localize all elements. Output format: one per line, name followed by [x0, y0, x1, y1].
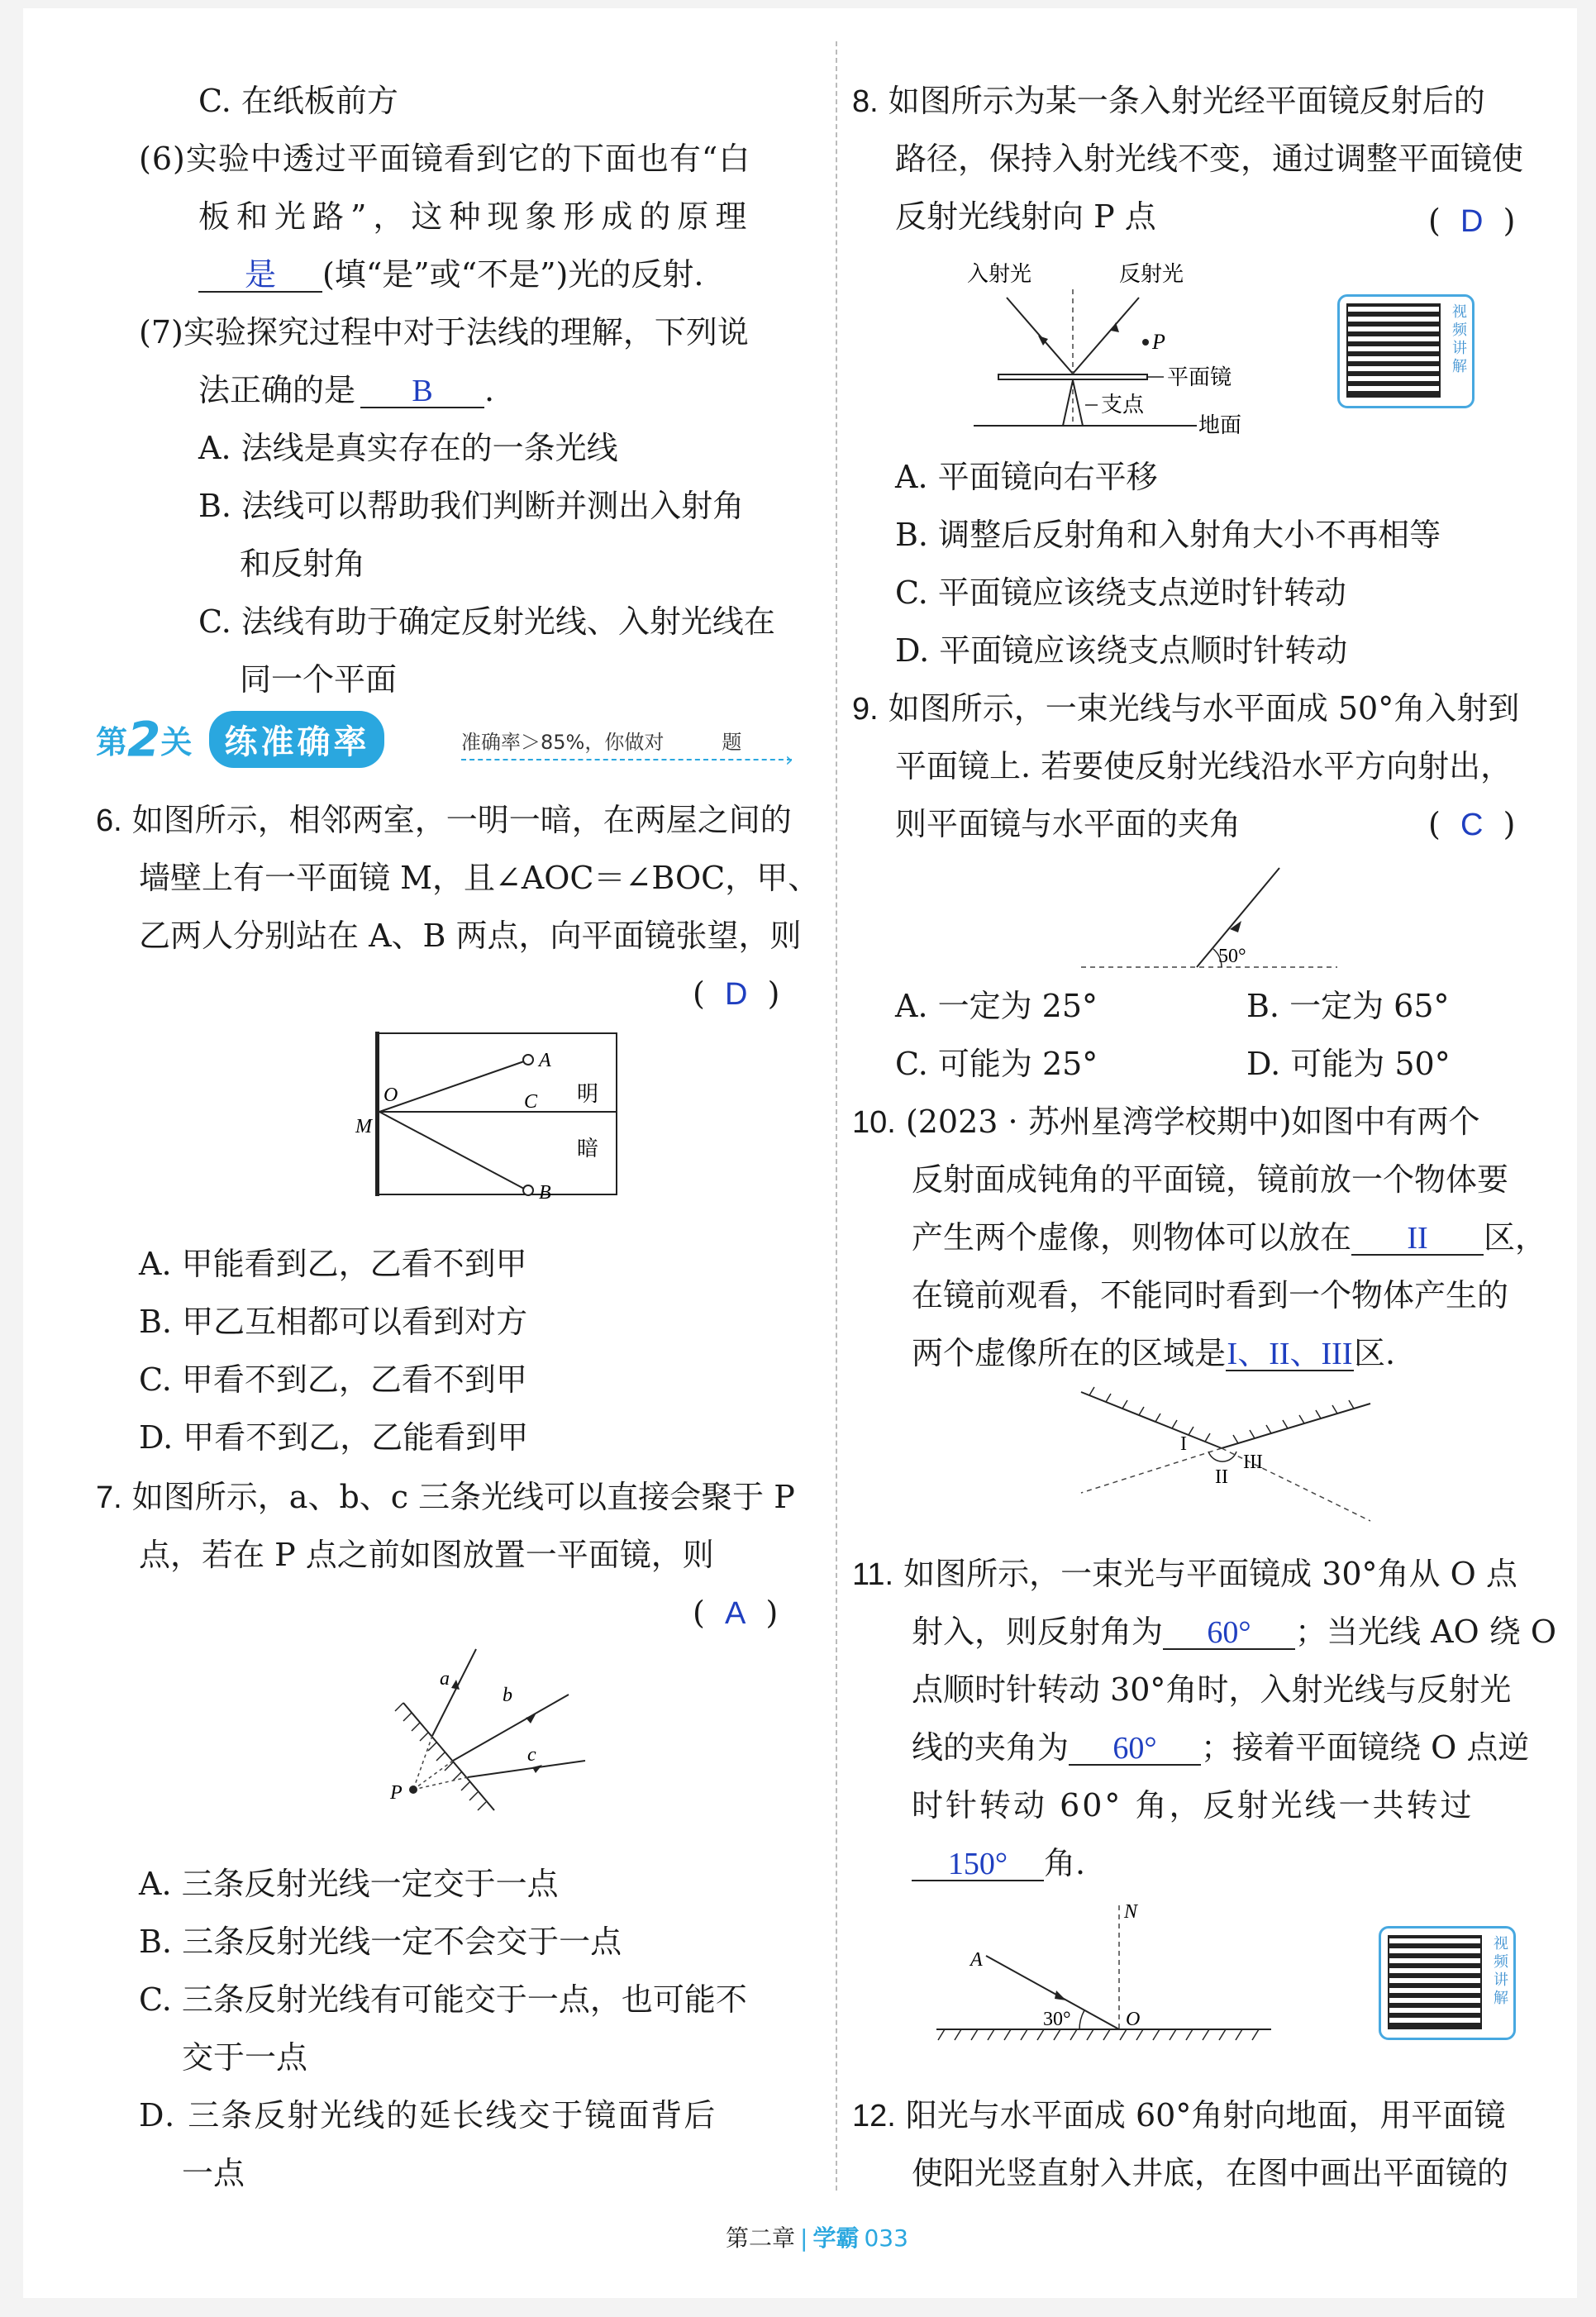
q10-line1-wrap: [852, 1106, 1480, 1138]
qr-code-icon: [1389, 1937, 1480, 2028]
q11-label-n: N: [1124, 1901, 1138, 1923]
banner-note-end: 题: [722, 731, 742, 754]
q5-7-answer: B: [360, 375, 484, 408]
q7-opt-a: A. 三条反射光线一定交于一点: [139, 1866, 559, 1902]
q11-answer2: 60°: [1069, 1733, 1201, 1766]
banner-number: 2: [127, 711, 161, 768]
q11-answer3: 150°: [912, 1848, 1044, 1881]
q7-opt-c2: 交于一点: [182, 2039, 308, 2076]
q5-option-c: C. 在纸板前方: [198, 83, 398, 119]
q9-answer: C: [1460, 808, 1484, 842]
banner-suffix: 关: [160, 724, 193, 760]
q10-line3: 产生两个虚像，则物体可以放在: [912, 1219, 1352, 1256]
q5-6-line3: (填“是”或“不是”)光的反射.: [322, 256, 704, 293]
q9-number: 9.: [852, 692, 879, 727]
q5-7-opt-b1: B. 法线可以帮助我们判断并测出入射角: [198, 488, 745, 524]
q8-opt-d: D. 平面镜应该绕支点顺时针转动: [895, 632, 1348, 669]
q10-figure: [1073, 1380, 1387, 1538]
q8-number: 8.: [852, 84, 879, 119]
q6-label-dark: 暗: [577, 1137, 599, 1161]
q7-label-c: c: [527, 1744, 536, 1766]
q10-label-iii: III: [1243, 1452, 1263, 1473]
q6-opt-b: B. 甲乙互相都可以看到对方: [139, 1304, 528, 1340]
q11-answer1: 60°: [1163, 1617, 1295, 1650]
q7-line1: 如图所示，a、b、c 三条光线可以直接会聚于 P: [131, 1479, 795, 1515]
q11-number: 11.: [852, 1557, 894, 1592]
q6-line1-wrap: [96, 804, 792, 837]
q8-line3: 反射光线射向 P 点: [895, 198, 1156, 235]
q11-figure: [932, 1893, 1279, 2058]
banner-title: 练准确率: [209, 711, 384, 768]
q11-line2: 射入，则反射角为: [912, 1614, 1164, 1650]
q11-line1: 如图所示，一束光与平面镜成 30°角从 O 点: [903, 1556, 1517, 1592]
q8-line2: 路径，保持入射光线不变，通过调整平面镜使: [895, 141, 1524, 177]
q10-line3-end: 区，: [1484, 1219, 1547, 1256]
q7-opt-b: B. 三条反射光线一定不会交于一点: [139, 1924, 622, 1960]
q12-number: 12.: [852, 2099, 896, 2133]
q7-figure: [370, 1645, 618, 1835]
section-banner: [96, 711, 384, 770]
q10-label-ii: II: [1215, 1466, 1228, 1488]
q9-angle-label: 50°: [1218, 946, 1246, 967]
q6-line1: 如图所示，相邻两室，一明一暗，在两屋之间的: [131, 802, 792, 838]
q11-line4: 线的夹角为: [912, 1729, 1070, 1766]
q9-line1: 如图所示，一束光线与水平面成 50°角入射到: [888, 690, 1520, 727]
q11-label-a: A: [970, 1949, 983, 1971]
q11-line2-end: ；当光线 AO 绕 O: [1295, 1614, 1557, 1650]
q5-7-opt-c1: C. 法线有助于确定反射光线、入射光线在: [198, 603, 775, 640]
banner-arrow-icon: ›: [785, 748, 793, 771]
q9-answer-bracket: ( C ): [1428, 806, 1516, 842]
q10-line4: 在镜前观看，不能同时看到一个物体产生的: [912, 1277, 1509, 1313]
q10-line3-wrap: [912, 1219, 1547, 1256]
q12-line2: 使阳光竖直射入井底，在图中画出平面镜的: [912, 2155, 1509, 2191]
q11-line6-end: 角.: [1044, 1845, 1086, 1881]
q6-label-m: M: [355, 1116, 372, 1137]
q8-label-incident: 入射光: [967, 262, 1032, 286]
q11-line6-wrap: [912, 1847, 1085, 1881]
q5-6-answer: 是: [198, 260, 322, 293]
q6-opt-a: A. 甲能看到乙，乙看不到甲: [139, 1246, 527, 1282]
footer-brand: 学霸: [812, 2224, 860, 2252]
q10-answer1: II: [1351, 1223, 1484, 1256]
q5-6-line1: (6)实验中透过平面镜看到它的下面也有“白: [139, 141, 751, 177]
q12-line1: 阳光与水平面成 60°角射向地面，用平面镜: [905, 2097, 1506, 2133]
q7-label-a: a: [440, 1668, 450, 1690]
q8-label-mirror: 平面镜: [1167, 365, 1232, 389]
q7-line1-wrap: [96, 1481, 795, 1514]
q6-answer: D: [724, 977, 748, 1012]
q9-line1-wrap: [852, 690, 1520, 727]
q11-line3: 点顺时针转动 30°角时，入射光线与反射光: [912, 1671, 1512, 1708]
q10-line2: 反射面成钝角的平面镜，镜前放一个物体要: [912, 1161, 1509, 1198]
banner-prefix: 第: [96, 724, 128, 760]
q6-opt-c: C. 甲看不到乙，乙看不到甲: [139, 1361, 527, 1398]
qr-code-icon: [1348, 305, 1439, 396]
page: [23, 8, 1577, 2298]
q8-opt-b: B. 调整后反射角和入射角大小不再相等: [895, 517, 1441, 553]
q10-line5: 两个虚像所在的区域是: [912, 1335, 1227, 1371]
q11-label-o: O: [1126, 2009, 1141, 2030]
q5-6-line2: 板和光路”，这种现象形成的原理: [198, 198, 754, 235]
q9-opt-c: C. 可能为 25°: [895, 1046, 1098, 1082]
q10-line1: (2023 · 苏州星湾学校期中)如图中有两个: [905, 1104, 1480, 1140]
q7-number: 7.: [96, 1480, 122, 1515]
q9-line3: 则平面镜与水平面的夹角: [895, 806, 1241, 842]
q8-opt-a: A. 平面镜向右平移: [895, 459, 1158, 495]
footer: 第二章 | 学霸 033: [726, 2224, 908, 2252]
q7-answer: A: [724, 1596, 746, 1631]
q6-answer-bracket: ( D ): [693, 975, 780, 1012]
q11-qr-label: 视频讲解: [1494, 1935, 1508, 2007]
q6-figure: [329, 1025, 635, 1215]
q7-label-b: b: [503, 1685, 512, 1706]
q10-number: 10.: [852, 1105, 896, 1140]
q7-opt-d1: D. 三条反射光线的延长线交于镜面背后: [139, 2097, 717, 2133]
q8-line1-wrap: [852, 85, 1485, 117]
q5-7-opt-c2: 同一个平面: [240, 661, 398, 698]
q10-line5-end: 区.: [1354, 1335, 1396, 1371]
q6-label-o: O: [384, 1085, 398, 1106]
q11-line2-wrap: [912, 1616, 1556, 1650]
banner-note: 准确率＞85%，你做对: [461, 731, 665, 754]
q10-label-i: I: [1180, 1433, 1187, 1455]
q8-label-ground: 地面: [1198, 413, 1242, 437]
q10-answer2: I、II、III: [1227, 1337, 1353, 1371]
q8-line1: 如图所示为某一条入射光经平面镜反射后的: [888, 83, 1485, 119]
q11-qr-code[interactable]: [1379, 1926, 1516, 2040]
banner-note-wrap: [461, 726, 741, 755]
q9-line2: 平面镜上. 若要使反射光线沿水平方向射出，: [895, 748, 1513, 784]
q7-line2: 点，若在 P 点之前如图放置一平面镜，则: [139, 1537, 714, 1573]
footer-page-number: 033: [864, 2224, 908, 2252]
q8-answer: D: [1460, 204, 1484, 239]
q5-7-opt-a: A. 法线是真实存在的一条光线: [198, 430, 618, 466]
q9-opt-b: B. 一定为 65°: [1246, 988, 1450, 1024]
q9-figure: [1073, 851, 1354, 975]
q9-opt-a: A. 一定为 25°: [895, 988, 1098, 1024]
q5-6-line3-wrap: [198, 256, 704, 293]
q6-label-b: B: [539, 1182, 551, 1204]
q5-7-line2-wrap: 法正确的是 B .: [198, 372, 495, 408]
q8-qr-code[interactable]: [1337, 294, 1475, 408]
q11-line1-wrap: [852, 1558, 1517, 1590]
q8-opt-c: C. 平面镜应该绕支点逆时针转动: [895, 574, 1346, 611]
q6-line2: 墙壁上有一平面镜 M，且∠AOC＝∠BOC，甲、: [139, 860, 820, 896]
q8-label-pivot: 支点: [1101, 393, 1145, 417]
q8-label-reflected: 反射光: [1119, 262, 1184, 286]
footer-chapter: 第二章: [726, 2224, 796, 2252]
q5-7-line1: (7)实验探究过程中对于法线的理解，下列说: [139, 314, 749, 350]
q12-line1-wrap: [852, 2097, 1506, 2133]
q7-label-p: P: [390, 1782, 403, 1804]
q7-opt-d2: 一点: [182, 2155, 245, 2191]
q6-opt-d: D. 甲看不到乙，乙能看到甲: [139, 1419, 529, 1456]
q11-line4-end: ；接着平面镜绕 O 点逆: [1201, 1729, 1530, 1766]
q6-label-bright: 明: [577, 1082, 599, 1106]
q6-label-a: A: [539, 1050, 551, 1071]
q6-number: 6.: [96, 803, 122, 838]
q11-line5: 时针转动 60° 角，反射光线一共转过: [912, 1787, 1475, 1824]
q5-7-line2: 法正确的是: [198, 372, 356, 408]
q8-qr-label: 视频讲解: [1452, 303, 1467, 375]
q8-answer-bracket: ( D ): [1428, 203, 1516, 239]
q11-angle-label: 30°: [1043, 2009, 1071, 2030]
q9-opt-d: D. 可能为 50°: [1246, 1046, 1451, 1082]
q5-7-opt-b2: 和反射角: [240, 546, 366, 582]
q7-opt-c1: C. 三条反射光线有可能交于一点，也可能不: [139, 1981, 747, 2018]
q10-line5-wrap: [912, 1337, 1395, 1371]
q11-line4-wrap: [912, 1729, 1530, 1766]
banner-dashed-line: [461, 759, 792, 760]
q7-answer-bracket: ( A ): [693, 1595, 779, 1631]
q8-figure: [957, 256, 1304, 446]
column-divider: [836, 41, 837, 2191]
q6-line3: 乙两人分别站在 A、B 两点，向平面镜张望，则: [139, 918, 802, 954]
q8-label-p: P: [1152, 330, 1165, 354]
q6-label-c: C: [524, 1091, 538, 1113]
